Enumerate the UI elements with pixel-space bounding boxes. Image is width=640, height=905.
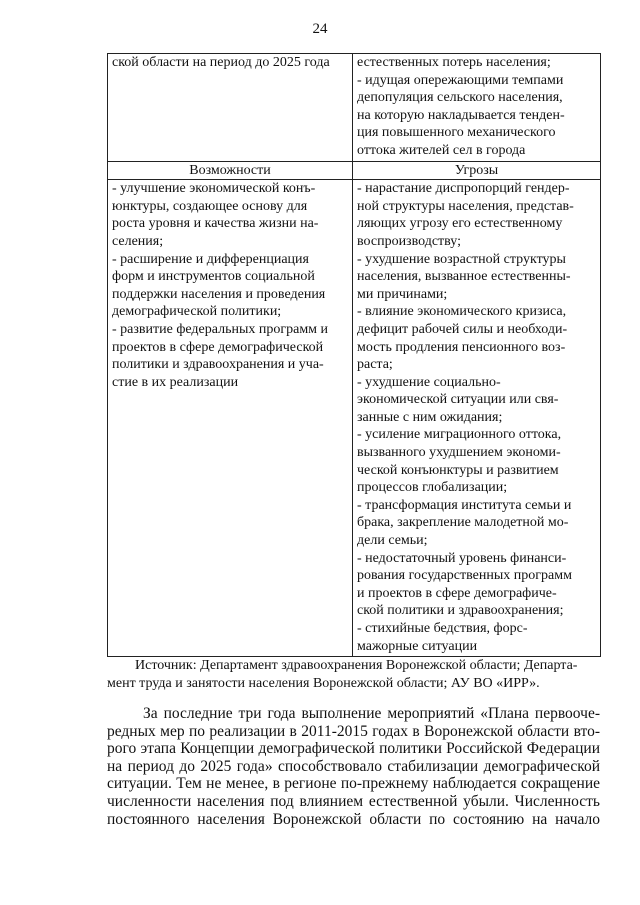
- threat-line: ской политики и здравоохранения;: [357, 603, 564, 619]
- body-line: численности населения под влиянием естественной убыли. Численность: [107, 792, 600, 810]
- source-note-line: Источник: Департамент здравоохранения Воронежской области; Департа-: [135, 658, 578, 673]
- threat-line: ной структуры населения, представ-: [357, 198, 574, 214]
- continued-left-cell: [108, 54, 353, 162]
- threat-line: мажорные ситуации: [357, 638, 478, 654]
- body-line: ситуации. Тем не менее, в регионе по-прежнему наблюдается сокращение: [107, 775, 600, 793]
- body-line: рого этапа Концепции демографической политики Российской Федерации: [107, 740, 600, 758]
- source-note-line: мент труда и занятости населения Воронежской области; АУ ВО «ИРР».: [107, 675, 540, 691]
- threat-line: процессов глобализации;: [357, 480, 508, 496]
- opportunity-line: роста уровня и качества жизни на-: [112, 216, 319, 232]
- continued-right-line: естественных потерь населения;: [357, 55, 551, 70]
- body-line: За последние три года выполнение мероприятий «Плана первооче-: [143, 705, 600, 722]
- body-line: постоянного населения Воронежской области по состоянию на начало: [107, 810, 600, 828]
- body-line: на период до 2025 года» способствовало стабилизации демографической: [107, 757, 600, 775]
- continued-right-line: депопуляция сельского населения,: [357, 90, 563, 106]
- threat-line: экономической ситуации или свя-: [357, 392, 559, 408]
- opportunity-line: проектов в сфере демографической: [112, 339, 324, 355]
- threat-line: - трансформация института семьи и: [357, 497, 572, 513]
- threat-line: ми причинами;: [357, 286, 448, 302]
- threat-line: вызванного ухудшением экономи-: [357, 445, 561, 461]
- threat-line: - стихийные бедствия, форс-: [357, 621, 528, 636]
- swot-table: [107, 53, 601, 657]
- threat-line: - ухудшение социально-: [357, 374, 501, 390]
- opportunities-cell: [108, 180, 353, 657]
- threat-line: воспроизводству;: [357, 233, 461, 249]
- opportunity-line: - расширение и дифференциация: [112, 251, 309, 267]
- threat-line: занные с ним ожидания;: [357, 409, 503, 425]
- opportunity-line: политики и здравоохранения и уча-: [112, 357, 324, 373]
- threat-line: рования государственных программ: [357, 568, 572, 584]
- source-note: [107, 657, 600, 692]
- continued-left-line: ской области на период до 2025 года: [112, 55, 330, 70]
- threat-line: дели семьи;: [357, 533, 428, 549]
- threat-line: мость продления пенсионного воз-: [357, 339, 566, 355]
- table-row-continued: [108, 54, 601, 162]
- opportunity-line: форм и инструментов социальной: [112, 269, 315, 285]
- threat-line: - нарастание диспропорций гендер-: [357, 181, 570, 197]
- header-opportunities: Возможности: [108, 161, 353, 180]
- opportunity-line: - улучшение экономической конъ-: [112, 181, 316, 197]
- threats-cell: [353, 180, 601, 657]
- opportunity-line: демографической политики;: [112, 304, 282, 320]
- table-row-opportunities-threats: [108, 180, 601, 657]
- threat-line: - ухудшение возрастной структуры: [357, 251, 566, 267]
- threat-line: - недостаточный уровень финанси-: [357, 550, 567, 566]
- header-threats: Угрозы: [353, 161, 601, 180]
- continued-right-line: оттока жителей сел в города: [357, 142, 526, 158]
- table-header-row: [108, 161, 601, 180]
- threat-line: - влияние экономического кризиса,: [357, 304, 567, 320]
- continued-right-line: ция повышенного механического: [357, 125, 556, 141]
- threat-line: ляющих угрозу его естественному: [357, 216, 563, 232]
- opportunity-line: юнктуры, создающее основу для: [112, 198, 308, 214]
- threat-line: брака, закрепление малодетной мо-: [357, 515, 569, 531]
- opportunity-line: стие в их реализации: [112, 374, 239, 390]
- opportunity-line: селения;: [112, 233, 164, 249]
- continued-right-cell: [353, 54, 601, 162]
- threat-line: дефицит рабочей силы и необходи-: [357, 321, 568, 337]
- opportunity-line: - развитие федеральных программ и: [112, 321, 329, 337]
- threat-line: - усиление миграционного оттока,: [357, 427, 562, 443]
- continued-right-line: - идущая опережающими темпами: [357, 72, 564, 88]
- body-line: редных мер по реализации в 2011-2015 годах в Воронежской области вто-: [107, 722, 600, 740]
- threat-line: ческой конъюнктуры и развитием: [357, 462, 559, 478]
- threat-line: и проектов в сфере демографиче-: [357, 585, 557, 601]
- page-number: 24: [312, 21, 328, 37]
- opportunity-line: поддержки населения и проведения: [112, 286, 326, 302]
- threat-line: населения, вызванное естественны-: [357, 269, 571, 285]
- body-paragraph: [107, 705, 600, 828]
- threat-line: раста;: [357, 357, 393, 373]
- continued-right-line: на которую накладывается тенден-: [357, 107, 565, 123]
